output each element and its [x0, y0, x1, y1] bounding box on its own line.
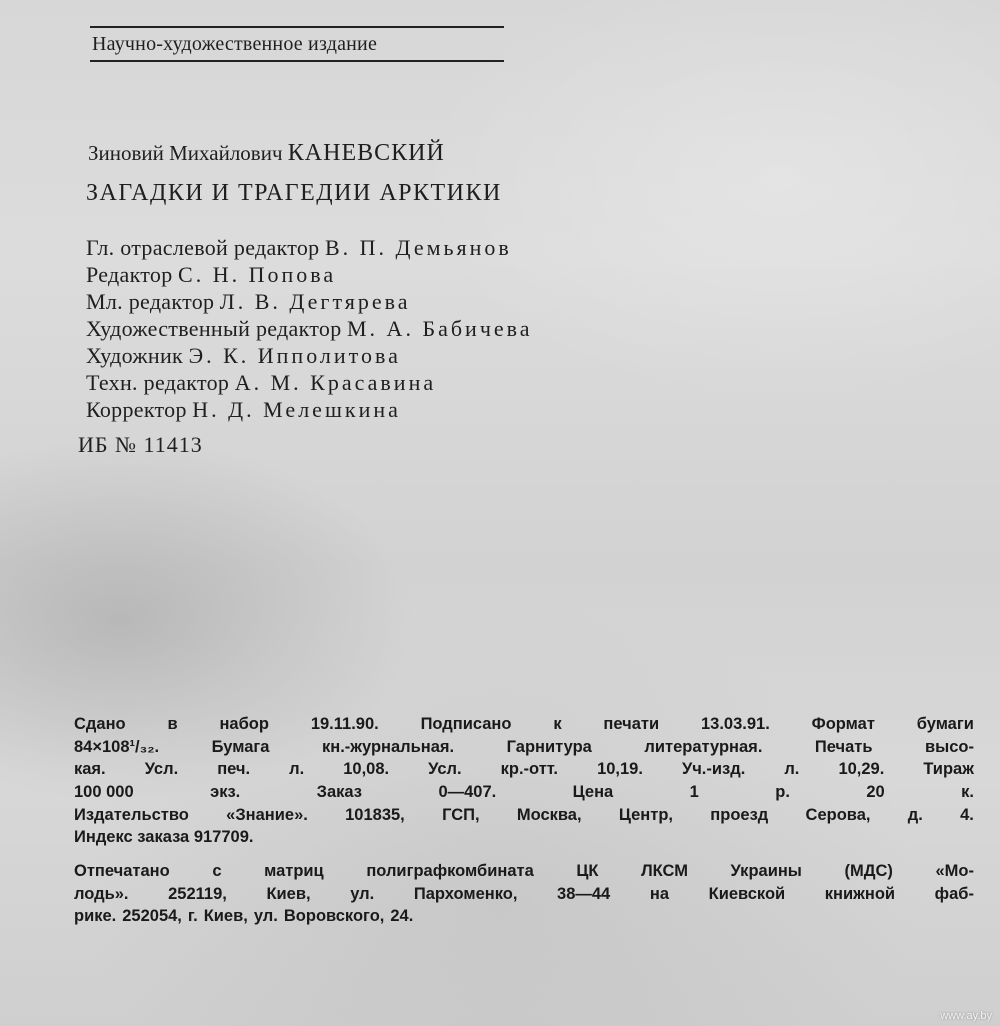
imprint-word: Уч.-изд.: [681, 760, 746, 779]
ib-number: ИБ № 11413: [78, 432, 203, 457]
imprint-word: 101835,: [345, 805, 405, 824]
imprint-word: литературная.: [644, 737, 763, 756]
imprint-word: ул.: [350, 884, 375, 903]
author-line: [88, 140, 445, 167]
imprint-word: с: [212, 862, 222, 880]
imprint-word: проезд: [710, 805, 769, 824]
imprint-word: 24.: [390, 907, 414, 926]
credit-role: Мл. редактор: [86, 289, 215, 314]
imprint-word: 19.11.90.: [310, 715, 379, 733]
imprint-word: матриц: [264, 862, 324, 880]
imprint-word: ул.: [253, 907, 278, 926]
credit-role: Техн. редактор: [86, 370, 230, 395]
credit-item: [86, 369, 533, 396]
imprint-word: 0—407.: [438, 783, 497, 802]
book-title: ЗАГАДКИ И ТРАГЕДИИ АРКТИКИ: [86, 180, 502, 206]
technical-imprint-block: [74, 713, 974, 849]
credit-role: Корректор: [86, 397, 187, 422]
imprint-word: на: [649, 884, 670, 903]
imprint-word: кр.-отт.: [500, 760, 559, 779]
imprint-word: полиграфкомбината: [366, 862, 534, 880]
edition-type-label: Научно-художественное издание: [92, 32, 378, 55]
credit-name: А. М. Красавина: [234, 370, 437, 395]
author-given-names: Зиновий Михайлович: [88, 141, 283, 165]
imprint-word: Киев,: [203, 907, 248, 926]
imprint-line: [74, 781, 974, 804]
editorial-credits-list: [86, 234, 533, 423]
imprint-word: (МДС): [844, 862, 893, 880]
imprint-word: 100 000: [74, 783, 134, 802]
imprint-word: Усл.: [144, 760, 179, 779]
imprint-word: 13.03.91.: [700, 715, 770, 733]
imprint-word: экз.: [210, 783, 241, 802]
imprint-word: л.: [289, 760, 305, 779]
credit-name: С. Н. Попова: [178, 262, 337, 287]
imprint-word: 38—44: [557, 884, 611, 903]
imprint-word: рике.: [74, 907, 117, 926]
site-watermark: www.ay.by: [940, 1010, 992, 1022]
imprint-word: ЦК: [576, 862, 599, 880]
imprint-word: Цена: [572, 783, 614, 802]
imprint-line: [74, 826, 974, 849]
imprint-word: 10,19.: [597, 760, 643, 779]
imprint-word: Киевской: [708, 884, 786, 903]
imprint-word: Украины: [730, 862, 802, 880]
imprint-word: Формат: [811, 715, 875, 733]
credit-item: [86, 315, 533, 342]
imprint-word: кн.-журнальная.: [321, 737, 455, 756]
imprint-word: книжной: [824, 884, 896, 903]
imprint-word: печати: [603, 715, 660, 733]
imprint-word: Заказ: [316, 783, 363, 802]
author-surname: КАНЕВСКИЙ: [287, 140, 445, 166]
imprint-line: [74, 758, 974, 781]
imprint-word: к.: [961, 783, 974, 802]
credit-name: Л. В. Дегтярева: [219, 289, 411, 314]
credit-name: В. П. Демьянов: [324, 235, 512, 260]
imprint-word: Бумага: [211, 737, 270, 756]
credit-item: [86, 396, 533, 423]
imprint-word: 84×108¹/₃₂.: [74, 737, 160, 756]
imprint-word: Усл.: [428, 760, 462, 779]
imprint-line: [74, 883, 974, 906]
imprint-word: высо-: [925, 737, 974, 756]
imprint-line: [74, 736, 974, 759]
imprint-word: «Мо-: [935, 862, 974, 880]
imprint-word: д.: [907, 805, 923, 824]
imprint-word: Подписано: [420, 715, 512, 733]
imprint-word: печ.: [217, 760, 251, 779]
imprint-word: 1: [689, 783, 699, 802]
credit-item: [86, 288, 533, 315]
credit-item: [86, 342, 533, 369]
imprint-word: фаб-: [934, 884, 974, 903]
printer-imprint-block: [74, 860, 974, 928]
imprint-line: [74, 860, 974, 883]
imprint-word: Центр,: [618, 805, 673, 824]
credit-role: Художник: [86, 343, 184, 368]
imprint-word: бумаги: [916, 715, 974, 733]
imprint-word: Индекс заказа 917709.: [74, 828, 254, 847]
credit-item: [86, 234, 533, 261]
imprint-word: к: [553, 715, 562, 733]
imprint-word: ЛКСМ: [641, 862, 688, 880]
imprint-word: Киев,: [266, 884, 311, 903]
imprint-word: р.: [775, 783, 790, 802]
imprint-word: Отпечатано: [74, 862, 170, 880]
credit-role: Гл. отраслевой редактор: [86, 235, 320, 260]
imprint-word: Москва,: [516, 805, 582, 824]
imprint-word: в: [167, 715, 178, 733]
imprint-word: Серова,: [805, 805, 871, 824]
imprint-word: Тираж: [923, 760, 974, 779]
imprint-word: 4.: [960, 805, 974, 824]
imprint-word: Гарнитура: [506, 737, 592, 756]
credit-role: Редактор: [86, 262, 173, 287]
credit-name: Н. Д. Мелешкина: [192, 397, 401, 422]
imprint-line: [74, 905, 974, 928]
imprint-word: Печать: [814, 737, 873, 756]
imprint-word: кая.: [74, 760, 106, 779]
credit-name: Э. К. Ипполитова: [188, 343, 401, 368]
imprint-word: 10,29.: [838, 760, 885, 779]
imprint-line: [74, 713, 974, 736]
imprint-word: «Знание».: [226, 805, 308, 824]
credit-name: М. А. Бабичева: [347, 316, 533, 341]
imprint-word: Сдано: [74, 715, 126, 733]
imprint-word: набор: [219, 715, 269, 733]
imprint-word: Воровского,: [283, 907, 385, 926]
imprint-word: ГСП,: [442, 805, 480, 824]
edition-type-banner: [90, 26, 504, 62]
imprint-word: лодь».: [74, 884, 129, 903]
imprint-word: 252054,: [122, 907, 182, 926]
imprint-word: г.: [187, 907, 198, 926]
imprint-word: Пархоменко,: [413, 884, 518, 903]
imprint-word: 20: [866, 783, 885, 802]
credit-role: Художественный редактор: [86, 316, 342, 341]
imprint-word: 252119,: [168, 884, 227, 903]
imprint-word: 10,08.: [343, 760, 390, 779]
credit-item: [86, 261, 533, 288]
imprint-line: [74, 804, 974, 827]
imprint-word: Издательство: [74, 805, 189, 824]
imprint-word: л.: [784, 760, 800, 779]
